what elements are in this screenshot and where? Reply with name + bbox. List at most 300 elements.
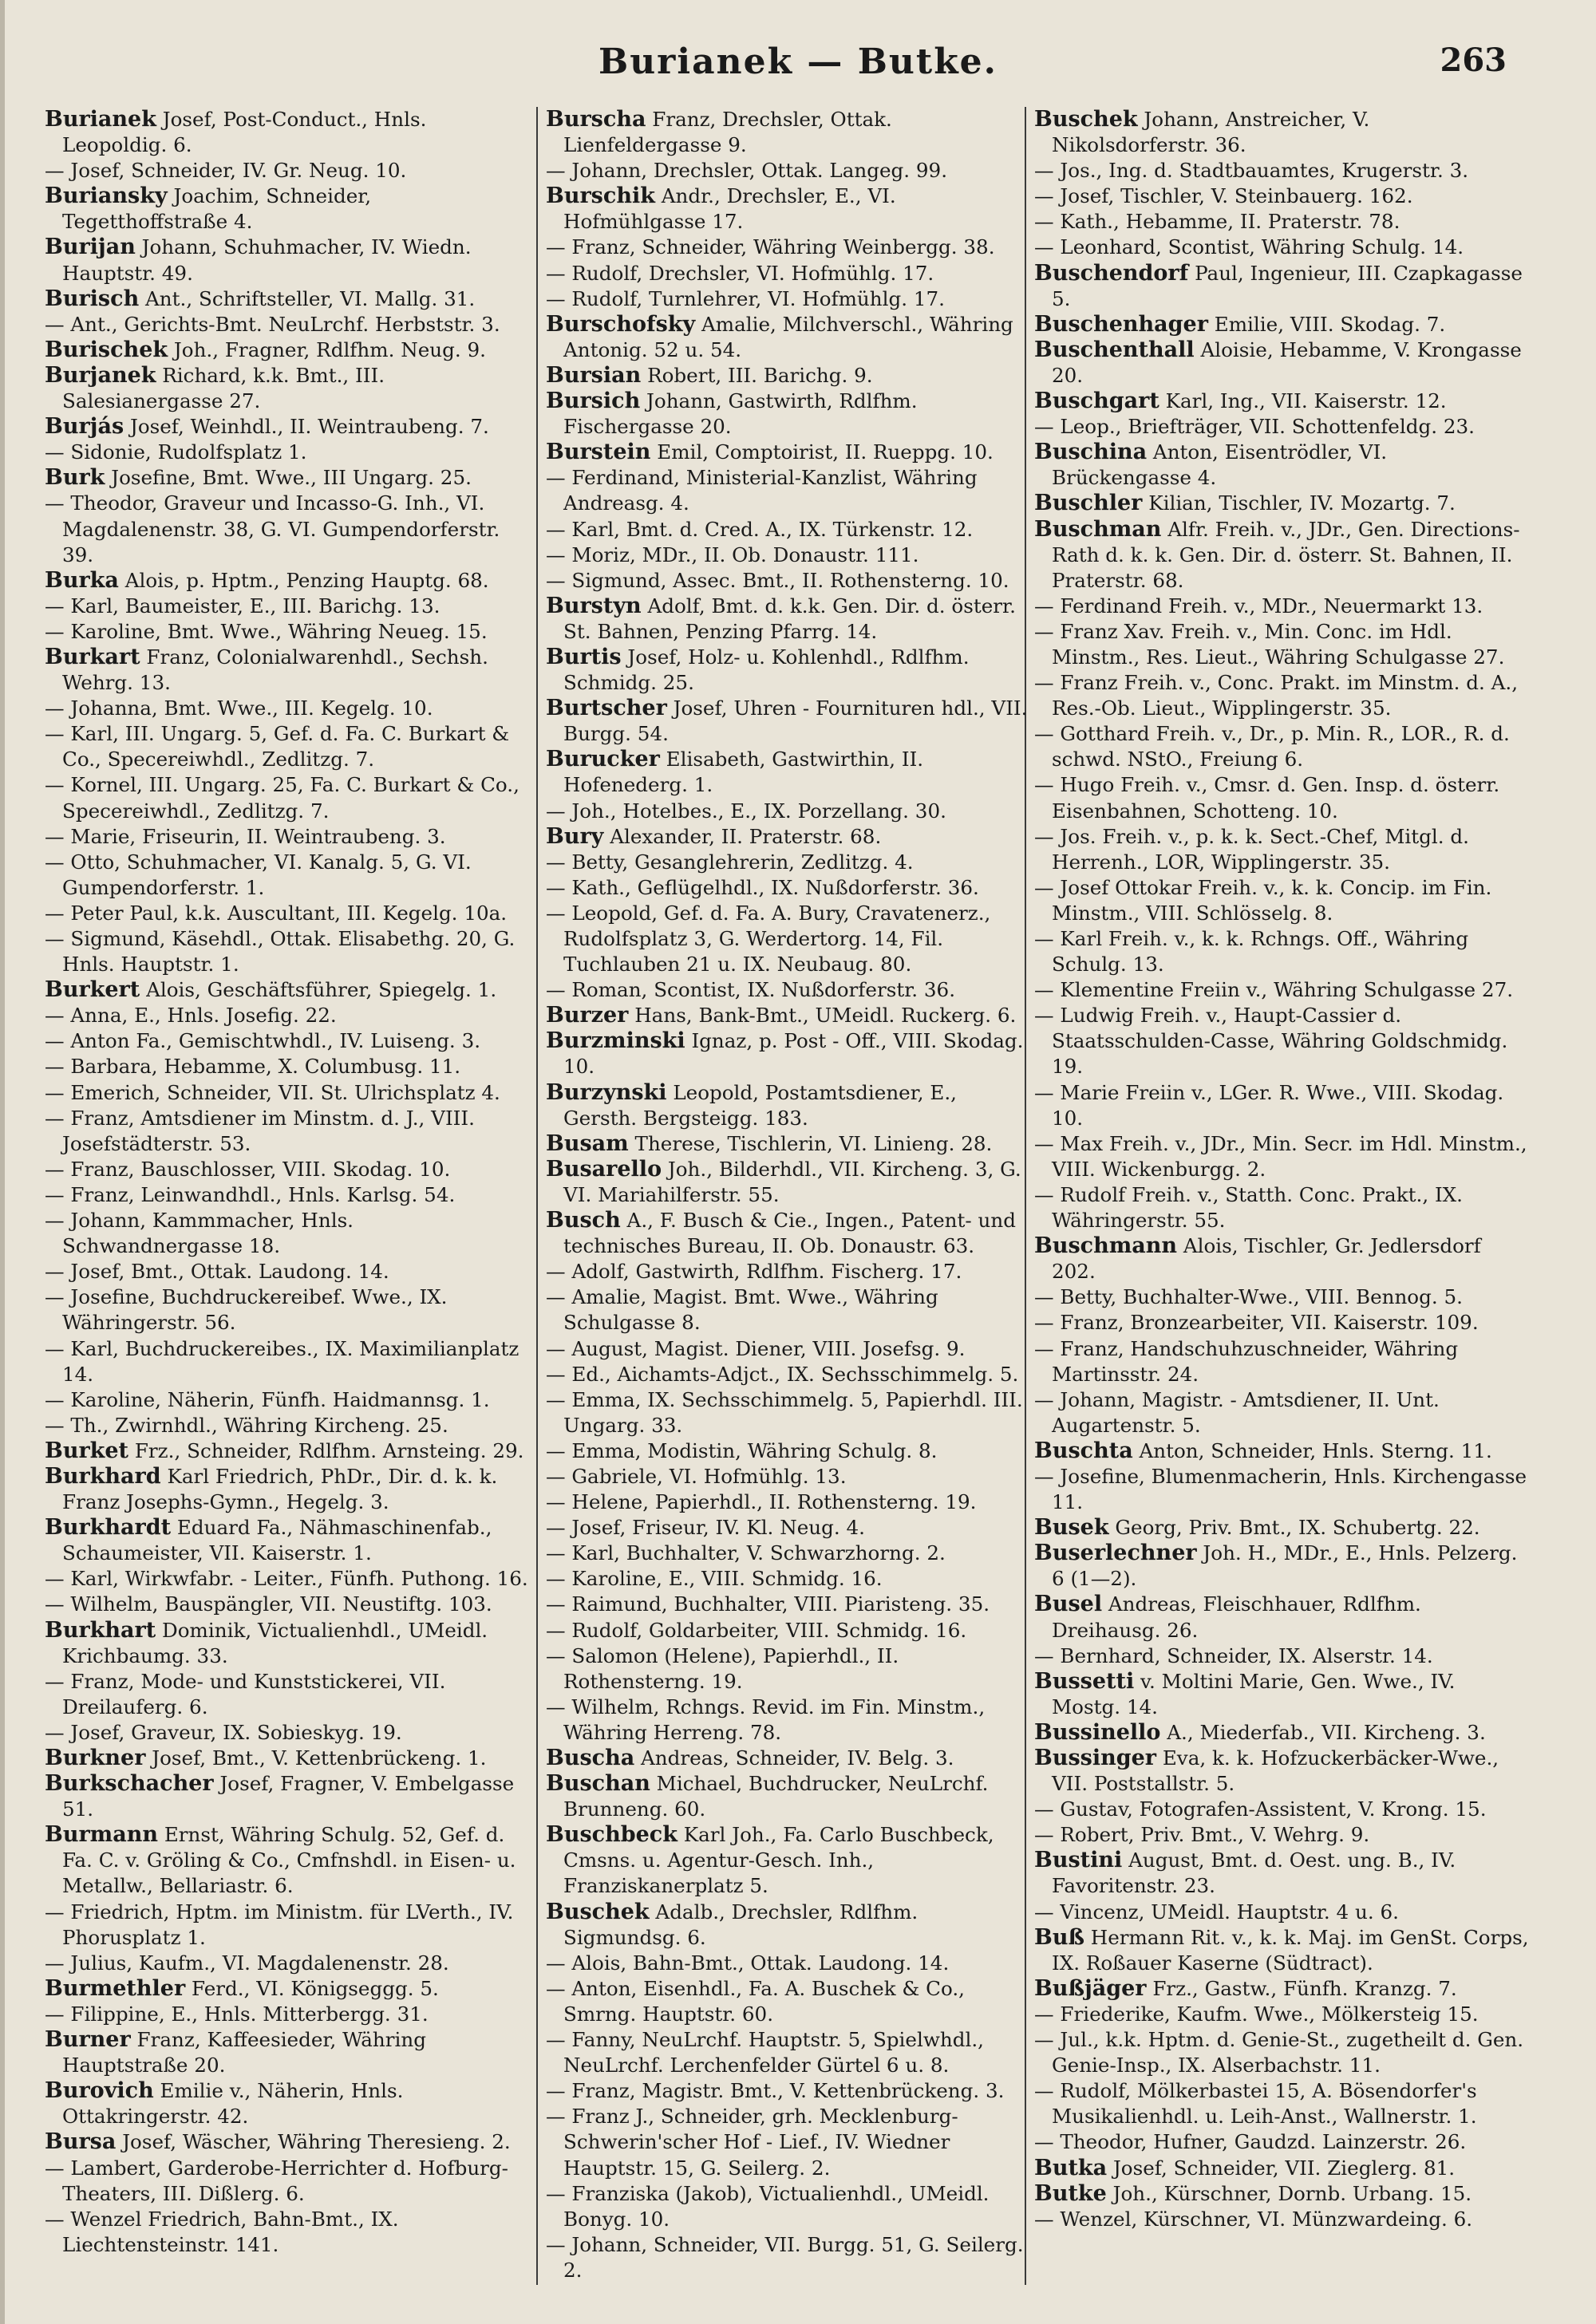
directory-entry bbox=[1034, 1669, 1529, 1720]
entry-surname: Buschenhager bbox=[1034, 311, 1208, 337]
entry-surname: Buriansky bbox=[45, 183, 168, 209]
directory-entry bbox=[1034, 414, 1529, 440]
directory-entry bbox=[1034, 926, 1529, 977]
directory-entry bbox=[1034, 1131, 1529, 1182]
directory-entry bbox=[45, 1900, 533, 1951]
entry-details: Emil, Comptoirist, II. Rueppg. 10. bbox=[650, 440, 994, 464]
entry-surname: Buschina bbox=[1034, 440, 1148, 465]
entry-surname: Bury bbox=[546, 823, 604, 849]
directory-entry bbox=[45, 1182, 533, 1208]
directory-entry bbox=[45, 1157, 533, 1182]
directory-entry bbox=[1034, 2156, 1529, 2181]
entry-details: Andr., Drechsler, E., VI. Hofmühlgasse 17. bbox=[563, 184, 896, 234]
entry-surname: Bustini bbox=[1034, 1848, 1123, 1873]
directory-entry bbox=[1034, 1848, 1529, 1899]
entry-surname: Buschman bbox=[1034, 516, 1162, 542]
entry-surname: Burk bbox=[45, 465, 105, 491]
entry-details: — Marie Freiin v., LGer. R. Wwe., VIII. Skodag. 10. bbox=[1034, 1080, 1504, 1130]
entry-details: — Josef, Bmt., Ottak. Laudong. 14. bbox=[45, 1260, 389, 1284]
directory-entry bbox=[45, 235, 533, 286]
entry-details: — Josefine, Blumenmacherin, Hnls. Kirchengasse 11. bbox=[1034, 1464, 1527, 1514]
directory-entry bbox=[546, 594, 1034, 645]
entry-details: — Roman, Scontist, IX. Nußdorferstr. 36. bbox=[546, 978, 956, 1002]
directory-entry bbox=[1034, 107, 1529, 158]
directory-entry bbox=[546, 1284, 1034, 1336]
directory-entry bbox=[45, 1618, 533, 1669]
directory-entry bbox=[1034, 261, 1529, 312]
entry-details: Josefine, Bmt. Wwe., III Ungarg. 25. bbox=[105, 466, 472, 490]
entry-details: Eduard Fa., Nähmaschinenfab., Schaumeister, VII. Kaiserstr. 1. bbox=[62, 1516, 492, 1565]
entry-details: Karl Joh., Fa. Carlo Buschbeck, Cmsns. u. Agentur-Gesch. Inh., Franziskanerplatz 5. bbox=[563, 1823, 994, 1898]
directory-entry bbox=[546, 517, 1034, 543]
entry-details: Kilian, Tischler, IV. Mozartg. 7. bbox=[1142, 491, 1456, 515]
entry-details: Andreas, Schneider, IV. Belg. 3. bbox=[634, 1746, 954, 1770]
entry-surname: Burkert bbox=[45, 977, 140, 1003]
entry-details: Andreas, Fleischhauer, Rdlfhm. Dreihausg. 26. bbox=[1052, 1592, 1421, 1642]
directory-entry bbox=[45, 1746, 533, 1771]
entry-details: — Wilhelm, Bauspängler, VII. Neustiftg. 103. bbox=[45, 1592, 492, 1616]
entry-surname: Buscha bbox=[546, 1746, 635, 1770]
directory-entry bbox=[1034, 2129, 1529, 2155]
entry-surname: Burmann bbox=[45, 1822, 159, 1848]
directory-entry bbox=[546, 1592, 1034, 1617]
entry-surname: Burkschacher bbox=[45, 1771, 214, 1797]
entry-details: — Filippine, E., Hnls. Mitterbergg. 31. bbox=[45, 2002, 429, 2026]
directory-entry bbox=[546, 543, 1034, 568]
entry-details: Franz, Colonialwarenhdl., Sechsh. Wehrg. 13. bbox=[62, 645, 488, 695]
directory-entry bbox=[1034, 1797, 1529, 1822]
entry-details: — Otto, Schuhmacher, VI. Kanalg. 5, G. VI. Gumpendorferstr. 1. bbox=[45, 850, 472, 899]
entry-surname: Buschta bbox=[1034, 1438, 1133, 1463]
directory-entry bbox=[1034, 2002, 1529, 2027]
directory-entry bbox=[546, 696, 1034, 747]
directory-entry bbox=[45, 2078, 533, 2129]
directory-entry bbox=[45, 696, 533, 721]
entry-surname: Busam bbox=[546, 1130, 629, 1156]
entry-details: Therese, Tischlerin, VI. Linieng. 28. bbox=[628, 1131, 993, 1155]
entry-surname: Bußjäger bbox=[1034, 1975, 1147, 2001]
entry-surname: Burschofsky bbox=[546, 311, 696, 337]
directory-entry bbox=[45, 1438, 533, 1464]
directory-entry bbox=[45, 2129, 533, 2155]
directory-entry bbox=[1034, 2181, 1529, 2207]
directory-entry bbox=[45, 1054, 533, 1079]
entry-details: — Wenzel, Kürschner, VI. Münzwardeing. 6. bbox=[1034, 2207, 1473, 2231]
directory-entry bbox=[546, 1976, 1034, 2027]
page-header bbox=[0, 41, 1596, 89]
entry-surname: Bursian bbox=[546, 362, 642, 388]
directory-entry bbox=[45, 107, 533, 158]
entry-details: Paul, Ingenieur, III. Czapkagasse 5. bbox=[1052, 261, 1523, 310]
entry-details: — Franz, Handschuhzuschneider, Währing Martinsstr. 24. bbox=[1034, 1336, 1459, 1386]
entry-surname: Butke bbox=[1034, 2180, 1107, 2206]
entry-details: — Marie, Friseurin, II. Weintraubeng. 3. bbox=[45, 824, 446, 848]
directory-entry bbox=[1034, 1182, 1529, 1233]
column-3 bbox=[1034, 107, 1529, 2232]
entry-surname: Busel bbox=[1034, 1592, 1103, 1617]
directory-entry bbox=[546, 107, 1034, 158]
entry-details: — Rudolf, Turnlehrer, VI. Hofmühlg. 17. bbox=[546, 286, 945, 310]
directory-entry bbox=[546, 1003, 1034, 1028]
directory-entry bbox=[45, 1284, 533, 1336]
entry-surname: Buschek bbox=[1034, 107, 1138, 132]
entry-surname: Burmethler bbox=[45, 1975, 186, 2001]
entry-details: — Karl, Wirkwfabr. - Leiter., Fünfh. Puthong. 16. bbox=[45, 1567, 528, 1591]
entry-details: — Robert, Priv. Bmt., V. Wehrg. 9. bbox=[1034, 1823, 1370, 1847]
entry-surname: Burschik bbox=[546, 183, 655, 209]
entry-details: — Karl Freih. v., k. k. Rchngs. Off., Währing Schulg. 13. bbox=[1034, 927, 1469, 977]
directory-entry bbox=[45, 977, 533, 1003]
entry-details: Joh. H., MDr., E., Hnls. Pelzerg. 6 (1—2). bbox=[1052, 1541, 1518, 1591]
entry-details: — Franz, Bauschlosser, VIII. Skodag. 10. bbox=[45, 1157, 451, 1181]
directory-entry bbox=[1034, 1541, 1529, 1592]
directory-entry bbox=[546, 1080, 1034, 1131]
entry-details: — Bernhard, Schneider, IX. Alserstr. 14. bbox=[1034, 1643, 1433, 1667]
directory-entry bbox=[1034, 1387, 1529, 1438]
directory-entry bbox=[546, 824, 1034, 850]
entry-details: Joh., Fragner, Rdlfhm. Neug. 9. bbox=[168, 337, 486, 361]
entry-details: Alexander, II. Praterstr. 68. bbox=[603, 824, 882, 848]
directory-entry bbox=[45, 1951, 533, 1976]
entry-surname: Bussetti bbox=[1034, 1668, 1135, 1694]
directory-entry bbox=[546, 389, 1034, 440]
entry-details: Hans, Bank-Bmt., UMeidl. Ruckerg. 6. bbox=[628, 1004, 1017, 1028]
entry-details: — Salomon (Helene), Papierhdl., II. Rothensterng. 19. bbox=[546, 1643, 899, 1693]
entry-details: Dominik, Victualienhdl., UMeidl. Krichbaumg. 33. bbox=[62, 1618, 488, 1667]
entry-details: — Josef Ottokar Freih. v., k. k. Concip. im Fin. Minstm., VIII. Schlösselg. 8. bbox=[1034, 875, 1492, 925]
entry-details: — Friedrich, Hptm. im Ministm. für LVerth., IV. Phorusplatz 1. bbox=[45, 1900, 514, 1949]
entry-details: — Karoline, Näherin, Fünfh. Haidmannsg. 1. bbox=[45, 1387, 490, 1411]
directory-entry bbox=[546, 1157, 1034, 1208]
entry-details: — Ant., Gerichts-Bmt. NeuLrchf. Herbststr. 3. bbox=[45, 312, 500, 336]
directory-entry bbox=[546, 1515, 1034, 1541]
entry-surname: Bursich bbox=[546, 389, 641, 414]
directory-entry bbox=[45, 1515, 533, 1566]
entry-surname: Busarello bbox=[546, 1156, 662, 1182]
directory-entry bbox=[1034, 158, 1529, 183]
entry-details: — Helene, Papierhdl., II. Rothensterng. 19. bbox=[546, 1490, 977, 1514]
directory-entry bbox=[546, 2232, 1034, 2283]
entry-details: Alfr. Freih. v., JDr., Gen. Directions-Rath d. k. k. Gen. Dir. d. österr. St. Bahnen, II. Praterstr. 68. bbox=[1052, 517, 1520, 592]
directory-entry bbox=[546, 1822, 1034, 1899]
entry-details: — Theodor, Hufner, Gaudzd. Lainzerstr. 26. bbox=[1034, 2130, 1467, 2154]
entry-details: Adalb., Drechsler, Rdlfhm. Sigmundsg. 6. bbox=[563, 1900, 918, 1949]
entry-details: — Th., Zwirnhdl., Währing Kircheng. 25. bbox=[45, 1413, 448, 1437]
directory-entry bbox=[546, 1771, 1034, 1822]
entry-details: — Franziska (Jakob), Victualienhdl., UMeidl. Bonyg. 10. bbox=[546, 2181, 990, 2231]
directory-entry bbox=[45, 721, 533, 772]
directory-entry bbox=[1034, 1900, 1529, 1925]
entry-surname: Burisch bbox=[45, 286, 140, 311]
directory-entry bbox=[1034, 2027, 1529, 2078]
entry-details: — Ferdinand Freih. v., MDr., Neuermarkt 13. bbox=[1034, 594, 1483, 617]
entry-details: — Leonhard, Scontist, Währing Schulg. 14. bbox=[1034, 235, 1464, 259]
entry-details: Josef, Wäscher, Währing Theresieng. 2. bbox=[116, 2130, 511, 2154]
entry-surname: Buschan bbox=[546, 1771, 650, 1797]
directory-entry bbox=[1034, 1438, 1529, 1464]
page-number: 263 bbox=[1440, 41, 1507, 79]
entry-details: — Betty, Buchhalter-Wwe., VIII. Bennog. 5. bbox=[1034, 1285, 1463, 1309]
directory-entry bbox=[45, 772, 533, 823]
directory-entry bbox=[45, 1464, 533, 1515]
entry-surname: Burket bbox=[45, 1438, 129, 1463]
entry-details: — Sidonie, Rudolfsplatz 1. bbox=[45, 440, 307, 464]
directory-entry bbox=[546, 183, 1034, 235]
entry-details: — Franz, Schneider, Währing Weinbergg. 38. bbox=[546, 235, 995, 259]
entry-surname: Bursa bbox=[45, 2129, 117, 2155]
entry-details: Johann, Gastwirth, Rdlfhm. Fischergasse 20. bbox=[563, 389, 918, 439]
directory-entry bbox=[1034, 875, 1529, 926]
directory-entry bbox=[546, 1131, 1034, 1157]
entry-details: Hermann Rit. v., k. k. Maj. im GenSt. Corps, IX. Roßauer Kaserne (Südtract). bbox=[1052, 1925, 1529, 1975]
entry-details: — Anna, E., Hnls. Josefig. 22. bbox=[45, 1004, 337, 1028]
directory-entry bbox=[546, 312, 1034, 363]
entry-details: — Ed., Aichamts-Adjct., IX. Sechsschimmelg. 5. bbox=[546, 1362, 1019, 1386]
entry-surname: Busch bbox=[546, 1208, 621, 1233]
entry-details: — Max Freih. v., JDr., Min. Secr. im Hdl. Minstm., VIII. Wickenburgg. 2. bbox=[1034, 1131, 1527, 1181]
entry-details: Eva, k. k. Hofzuckerbäcker-Wwe., VII. Poststallstr. 5. bbox=[1052, 1746, 1499, 1796]
directory-entry bbox=[45, 2207, 533, 2258]
directory-entry bbox=[1034, 1822, 1529, 1848]
directory-entry bbox=[45, 491, 533, 567]
entry-details: Josef, Fragner, V. Embelgasse 51. bbox=[62, 1772, 515, 1821]
entry-details: Adolf, Bmt. d. k.k. Gen. Dir. d. österr. St. Bahnen, Penzing Pfarrg. 14. bbox=[563, 594, 1016, 643]
entry-details: A., F. Busch & Cie., Ingen., Patent- und technisches Bureau, II. Ob. Donaustr. 63. bbox=[563, 1209, 1016, 1258]
entry-surname: Buschenthall bbox=[1034, 337, 1195, 362]
directory-entry bbox=[546, 1028, 1034, 1079]
entry-details: Joachim, Schneider, Tegetthoffstraße 4. bbox=[62, 184, 372, 234]
directory-entry bbox=[546, 2078, 1034, 2104]
directory-entry bbox=[1034, 1080, 1529, 1131]
entry-details: — Karl, Bmt. d. Cred. A., IX. Türkenstr. 12. bbox=[546, 517, 974, 541]
entry-surname: Burtis bbox=[546, 644, 622, 669]
entry-details: — Kornel, III. Ungarg. 25, Fa. C. Burkart & Co., Specereiwhdl., Zedlitzg. 7. bbox=[45, 773, 519, 823]
directory-entry bbox=[45, 465, 533, 491]
directory-entry bbox=[546, 2104, 1034, 2180]
entry-surname: Busek bbox=[1034, 1515, 1109, 1541]
directory-entry bbox=[1034, 440, 1529, 491]
entry-details: — Franz Xav. Freih. v., Min. Conc. im Hdl. Minstm., Res. Lieut., Währing Schulgasse 27. bbox=[1034, 619, 1505, 669]
directory-entry bbox=[45, 1028, 533, 1054]
entry-details: — Karoline, E., VIII. Schmidg. 16. bbox=[546, 1567, 883, 1591]
entry-details: — Adolf, Gastwirth, Rdlfhm. Fischerg. 17. bbox=[546, 1260, 962, 1284]
entry-surname: Burstyn bbox=[546, 593, 642, 618]
column-1 bbox=[45, 107, 533, 2258]
directory-entry bbox=[546, 977, 1034, 1003]
directory-entry bbox=[546, 901, 1034, 977]
directory-entry bbox=[1034, 1925, 1529, 1976]
entry-details: Amalie, Milchverschl., Währing Antonig. 52 u. 54. bbox=[563, 312, 1013, 361]
entry-details: Alois, Geschäftsführer, Spiegelg. 1. bbox=[140, 978, 497, 1002]
entry-details: — Franz J., Schneider, grh. Mecklenburg-Schwerin'scher Hof - Lief., IV. Wiedner Hauptstr. 15, G. Seilerg. 2. bbox=[546, 2105, 958, 2180]
directory-entry bbox=[1034, 1003, 1529, 1079]
entry-details: — Leop., Briefträger, VII. Schottenfeldg. 23. bbox=[1034, 415, 1475, 439]
entry-details: — Rudolf Freih. v., Statth. Conc. Prakt., IX. Währingerstr. 55. bbox=[1034, 1182, 1464, 1233]
entry-surname: Burianek bbox=[45, 107, 156, 132]
entry-details: — Theodor, Graveur und Incasso-G. Inh., VI. Magdalenenstr. 38, G. VI. Gumpendorferstr. 39. bbox=[45, 491, 500, 566]
directory-entry bbox=[45, 1592, 533, 1617]
directory-entry bbox=[45, 312, 533, 337]
entry-details: — Joh., Hotelbes., E., IX. Porzellang. 30. bbox=[546, 799, 946, 823]
entry-details: Anton, Eisentrödler, VI. Brückengasse 4. bbox=[1052, 440, 1388, 490]
directory-entry bbox=[546, 286, 1034, 312]
entry-details: v. Moltini Marie, Gen. Wwe., IV. Mostg. 14. bbox=[1052, 1669, 1456, 1718]
entry-details: Joh., Bilderhdl., VII. Kircheng. 3, G. VI. Mariahilferstr. 55. bbox=[563, 1157, 1021, 1206]
entry-surname: Burjanek bbox=[45, 362, 156, 388]
directory-entry bbox=[546, 1387, 1034, 1438]
entry-details: — Ludwig Freih. v., Haupt-Cassier d. Staatsschulden-Casse, Währing Goldschmidg. 19. bbox=[1034, 1004, 1508, 1079]
directory-entry bbox=[546, 158, 1034, 183]
directory-entry bbox=[1034, 1310, 1529, 1336]
directory-entry bbox=[45, 645, 533, 696]
entry-details: — Jul., k.k. Hptm. d. Genie-St., zugetheilt d. Gen. Genie-Insp., IX. Alserbachstr. 11. bbox=[1034, 2028, 1524, 2077]
entry-details: — Peter Paul, k.k. Auscultant, III. Kegelg. 10a. bbox=[45, 901, 508, 925]
entry-details: Karl, Ing., VII. Kaiserstr. 12. bbox=[1159, 389, 1447, 413]
entry-details: Josef, Post-Conduct., Hnls. Leopoldig. 6. bbox=[62, 108, 427, 157]
directory-entry bbox=[546, 1362, 1034, 1387]
directory-entry bbox=[45, 1003, 533, 1028]
entry-details: — Hugo Freih. v., Cmsr. d. Gen. Insp. d. österr. Eisenbahnen, Schotteng. 10. bbox=[1034, 773, 1500, 823]
entry-details: Leopold, Postamtsdiener, E., Gersth. Bergsteigg. 183. bbox=[563, 1080, 957, 1130]
entry-details: — Gustav, Fotografen-Assistent, V. Krong. 15. bbox=[1034, 1797, 1487, 1821]
entry-surname: Buschek bbox=[546, 1899, 650, 1924]
directory-entry bbox=[1034, 1720, 1529, 1746]
entry-details: Joh., Kürschner, Dornb. Urbang. 15. bbox=[1106, 2181, 1472, 2205]
directory-entry bbox=[546, 1643, 1034, 1695]
entry-details: — Johann, Magistr. - Amtsdiener, II. Unt. Augartenstr. 5. bbox=[1034, 1387, 1440, 1437]
directory-entry bbox=[1034, 337, 1529, 389]
directory-entry bbox=[45, 286, 533, 312]
entry-details: — Raimund, Buchhalter, VIII. Piaristeng. 35. bbox=[546, 1592, 990, 1616]
entry-details: Josef, Bmt., V. Kettenbrückeng. 1. bbox=[145, 1746, 487, 1770]
entry-surname: Bussinger bbox=[1034, 1746, 1157, 1770]
directory-entry bbox=[546, 1618, 1034, 1643]
directory-entry bbox=[546, 2027, 1034, 2078]
entry-details: — Karoline, Bmt. Wwe., Währing Neueg. 15. bbox=[45, 619, 488, 643]
entry-details: — Moriz, MDr., II. Ob. Donaustr. 111. bbox=[546, 543, 919, 566]
entry-details: — Kath., Geflügelhdl., IX. Nußdorferstr. 36. bbox=[546, 875, 979, 899]
directory-entry bbox=[45, 2002, 533, 2027]
entry-details: Emilie v., Näherin, Hnls. Ottakringerstr. 42. bbox=[62, 2079, 404, 2129]
entry-details: Josef, Schneider, VII. Zieglerg. 81. bbox=[1107, 2156, 1456, 2180]
directory-entry bbox=[45, 2027, 533, 2078]
entry-details: — Johann, Schneider, VII. Burgg. 51, G. Seilerg. 2. bbox=[546, 2232, 1024, 2282]
entry-surname: Burijan bbox=[45, 235, 136, 260]
directory-entry bbox=[546, 850, 1034, 875]
directory-entry bbox=[1034, 772, 1529, 823]
entry-details: Ant., Schriftsteller, VI. Mallg. 31. bbox=[139, 286, 476, 310]
entry-details: Michael, Buchdrucker, NeuLrchf. Brunneng. 60. bbox=[563, 1772, 989, 1821]
directory-entry bbox=[45, 1208, 533, 1259]
directory-entry bbox=[546, 1464, 1034, 1489]
directory-entry bbox=[45, 568, 533, 594]
directory-entry bbox=[546, 1695, 1034, 1746]
directory-entry bbox=[1034, 1515, 1529, 1541]
directory-entry bbox=[45, 1259, 533, 1284]
entry-surname: Burzynski bbox=[546, 1079, 667, 1105]
directory-entry bbox=[45, 1080, 533, 1106]
directory-entry bbox=[1034, 721, 1529, 772]
directory-entry bbox=[1034, 1976, 1529, 2002]
entry-surname: Burovich bbox=[45, 2078, 154, 2104]
entry-details: — Johanna, Bmt. Wwe., III. Kegelg. 10. bbox=[45, 696, 433, 720]
directory-entry bbox=[45, 850, 533, 901]
entry-details: — Franz Freih. v., Conc. Prakt. im Minstm. d. A., Res.-Ob. Lieut., Wipplingerstr. 35. bbox=[1034, 671, 1519, 720]
entry-details: — Rudolf, Goldarbeiter, VIII. Schmidg. 16. bbox=[546, 1618, 967, 1642]
directory-entry bbox=[45, 824, 533, 850]
directory-entry bbox=[546, 2181, 1034, 2232]
directory-entry bbox=[546, 261, 1034, 286]
entry-details: Georg, Priv. Bmt., IX. Schubertg. 22. bbox=[1108, 1516, 1480, 1540]
entry-details: Richard, k.k. Bmt., III. Salesianergasse 27. bbox=[62, 363, 385, 413]
entry-surname: Buserlechner bbox=[1034, 1541, 1197, 1566]
column-2 bbox=[546, 107, 1034, 2283]
entry-details: Ignaz, p. Post - Off., VIII. Skodag. 10. bbox=[563, 1029, 1024, 1079]
entry-details: — Gotthard Freih. v., Dr., p. Min. R., LOR., R. d. schwd. NStO., Freiung 6. bbox=[1034, 722, 1510, 771]
entry-surname: Burjás bbox=[45, 414, 124, 440]
directory-entry bbox=[1034, 1233, 1529, 1284]
entry-details: — Lambert, Garderobe-Herrichter d. Hofburg-Theaters, III. Dißlerg. 6. bbox=[45, 2156, 508, 2205]
entry-details: — Julius, Kaufm., VI. Magdalenenstr. 28. bbox=[45, 1951, 449, 1975]
running-head: Burianek — Butke. bbox=[598, 41, 998, 82]
entry-details: — Josefine, Buchdruckereibef. Wwe., IX. Währingerstr. 56. bbox=[45, 1285, 448, 1335]
entry-details: — Franz, Amtsdiener im Minstm. d. J., VIII. Josefstädterstr. 53. bbox=[45, 1106, 475, 1155]
entry-details: Josef, Weinhdl., II. Weintraubeng. 7. bbox=[124, 415, 489, 439]
directory-entry bbox=[546, 1900, 1034, 1951]
entry-details: — Anton Fa., Gemischtwhdl., IV. Luiseng. 3. bbox=[45, 1029, 481, 1053]
entry-details: Elisabeth, Gastwirthin, II. Hofenederg. 1. bbox=[563, 748, 924, 797]
directory-entry bbox=[1034, 209, 1529, 235]
entry-details: Anton, Schneider, Hnls. Sterng. 11. bbox=[1132, 1438, 1492, 1462]
entry-details: — Josef, Schneider, IV. Gr. Neug. 10. bbox=[45, 159, 407, 183]
entry-details: — Franz, Mode- und Kunststickerei, VII. Dreilauferg. 6. bbox=[45, 1669, 446, 1718]
entry-surname: Burner bbox=[45, 2027, 131, 2053]
directory-entry bbox=[45, 337, 533, 363]
entry-surname: Buschbeck bbox=[546, 1822, 678, 1848]
entry-details: — Karl, Baumeister, E., III. Barichg. 13. bbox=[45, 594, 440, 617]
entry-details: Ernst, Währing Schulg. 52, Gef. d. Fa. C. v. Gröling & Co., Cmfnshdl. in Eisen- u. Metallw., Bellariastr. 6. bbox=[62, 1823, 516, 1898]
entry-details: Aloisie, Hebamme, V. Krongasse 20. bbox=[1052, 337, 1522, 387]
entry-details: — Anton, Eisenhdl., Fa. A. Buschek & Co., Smrng. Hauptstr. 60. bbox=[546, 1976, 965, 2026]
directory-entry bbox=[546, 1746, 1034, 1771]
directory-entry bbox=[45, 1566, 533, 1592]
entry-details: — August, Magist. Diener, VIII. Josefsg. 9. bbox=[546, 1336, 966, 1360]
entry-details: — Gabriele, VI. Hofmühlg. 13. bbox=[546, 1464, 847, 1488]
entry-details: Ferd., VI. Königseggg. 5. bbox=[185, 1976, 439, 2000]
entry-surname: Buschmann bbox=[1034, 1233, 1178, 1259]
entry-surname: Buß bbox=[1034, 1924, 1084, 1950]
entry-surname: Burzminski bbox=[546, 1028, 685, 1054]
directory-entry bbox=[546, 1541, 1034, 1566]
entry-details: Josef, Holz- u. Kohlenhdl., Rdlfhm. Schmidg. 25. bbox=[563, 645, 970, 695]
directory-entry bbox=[45, 926, 533, 977]
entry-details: Johann, Anstreicher, V. Nikolsdorferstr. 36. bbox=[1052, 108, 1370, 157]
directory-entry bbox=[1034, 824, 1529, 875]
directory-entry bbox=[1034, 1284, 1529, 1310]
entry-surname: Burkhard bbox=[45, 1463, 161, 1489]
entry-surname: Burkhardt bbox=[45, 1515, 172, 1541]
directory-entry bbox=[546, 1566, 1034, 1592]
directory-entry bbox=[1034, 977, 1529, 1003]
entry-surname: Buschendorf bbox=[1034, 260, 1189, 286]
directory-entry bbox=[546, 235, 1034, 260]
directory-entry bbox=[45, 440, 533, 465]
entry-details: Johann, Schuhmacher, IV. Wiedn. Hauptstr. 49. bbox=[62, 235, 472, 285]
directory-entry bbox=[546, 645, 1034, 696]
directory-entry bbox=[546, 1951, 1034, 1976]
entry-details: — Sigmund, Assec. Bmt., II. Rothensterng. 10. bbox=[546, 568, 1009, 592]
directory-entry bbox=[546, 1489, 1034, 1515]
